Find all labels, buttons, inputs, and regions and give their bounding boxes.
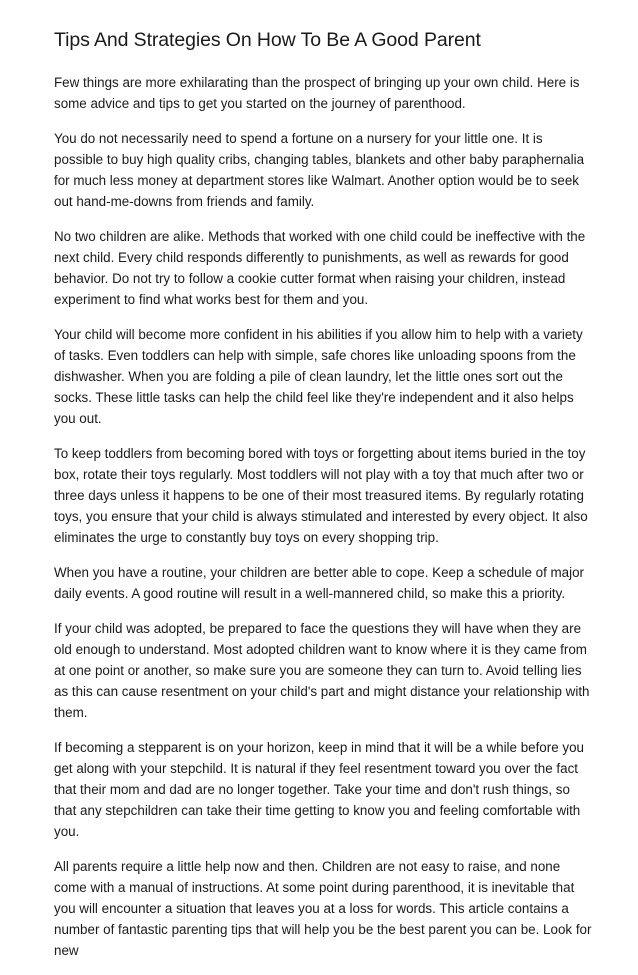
paragraph: All parents require a little help now and then. Children are not easy to raise, and none come with a manual of instructions. At some point during parenthood, it is inevitable that you will encounter a situation that leaves you at a loss for words. This article contains a number of fantastic parenting tips that will help you be the best parent you can be. Look for new xyxy=(54,859,592,958)
paragraph: No two children are alike. Methods that worked with one child could be ineffective with the next child. Every child responds differently to punishments, as well as rewards for good behavior. Do not try to follow a cookie cutter format when raising your children, instead experiment to find what works best for them and you. xyxy=(54,229,586,307)
document-page xyxy=(54,28,594,975)
paragraph: Few things are more exhilarating than the prospect of bringing up your own child. Here is some advice and tips to get you started on the journey of parenthood. xyxy=(54,75,580,111)
paragraph: To keep toddlers from becoming bored with toys or forgetting about items buried in the toy box, rotate their toys regularly. Most toddlers will not play with a toy that much after two or three days unless it happens to be one of their most treasured items. By regularly rotating toys, you ensure that your child is always stimulated and interested by every object. It also eliminates the urge to constantly buy toys on every shopping trip. xyxy=(54,446,588,545)
document-title: Tips And Strategies On How To Be A Good Parent xyxy=(54,29,481,51)
paragraph: If your child was adopted, be prepared to face the questions they will have when they are old enough to understand. Most adopted children want to know where it is they came from at one point or another, so make sure you are someone they can turn to. Avoid telling lies as this can cause resentment on your child's part and might distance your relationship with them. xyxy=(54,621,590,720)
paragraph: Your child will become more confident in his abilities if you allow him to help with a variety of tasks. Even toddlers can help with simple, safe chores like unloading spoons from the dishwasher. When you are folding a pile of clean laundry, let the little ones sort out the socks. These little tasks can help the child feel like they're independent and it also helps you out. xyxy=(54,327,583,426)
paragraph: When you have a routine, your children are better able to cope. Keep a schedule of major daily events. A good routine will result in a well-mannered child, so make this a priority. xyxy=(54,565,584,601)
paragraph: You do not necessarily need to spend a fortune on a nursery for your little one. It is possible to buy high quality cribs, changing tables, blankets and other baby paraphernalia for much less money at department stores like Walmart. Another option would be to seek out hand-me-downs from friends and family. xyxy=(54,131,585,209)
paragraph: If becoming a stepparent is on your horizon, keep in mind that it will be a while before you get along with your stepchild. It is natural if they feel resentment toward you over the fact that their mom and dad are no longer together. Take your time and don't rush things, so that any stepchildren can take their time getting to know you and feeling comfortable with you. xyxy=(54,740,584,839)
